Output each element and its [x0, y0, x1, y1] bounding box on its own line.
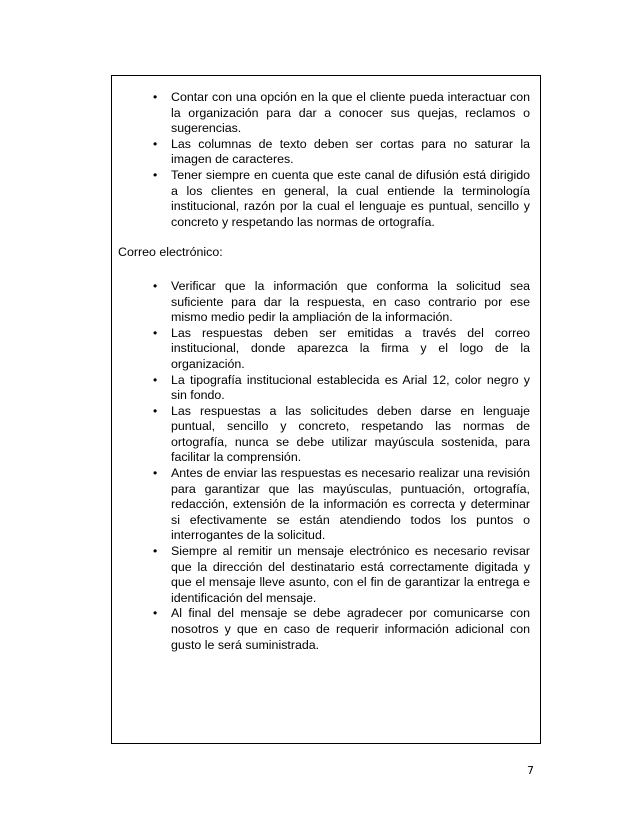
- list-item-text: Verificar que la información que conforma la solicitud sea suficiente para dar la respuesta, en caso contrario por ese mismo medio pedir la ampliación de la información.: [171, 278, 530, 325]
- email-bullet-list: [118, 279, 530, 653]
- list-item-text: Las columnas de texto deben ser cortas para no saturar la imagen de caracteres.: [171, 136, 530, 167]
- list-item: [153, 403, 530, 466]
- intro-bullet-list: [118, 90, 530, 230]
- list-item-text: Tener siempre en cuenta que este canal de difusión está dirigido a los clientes en general, la cual entiende la terminología institucional, razón por la cual el lenguaje es puntual, sencillo y concreto y respetando las normas de ortografía.: [171, 167, 530, 229]
- list-item: [153, 606, 530, 653]
- document-body: [118, 90, 530, 653]
- list-item-text: Contar con una opción en la que el cliente pueda interactuar con la organización para dar a conocer sus quejas, reclamos o sugerencias.: [171, 90, 530, 136]
- bullet-icon: •: [153, 90, 158, 104]
- list-item: [153, 544, 530, 606]
- bullet-icon: •: [153, 372, 158, 387]
- page-number: 7: [527, 764, 534, 777]
- list-item-text: Antes de enviar las respuestas es necesario realizar una revisión para garantizar que las mayúsculas, puntuación, ortografía, redacción, extensión de la información es correcta y determinar si efectivamente se están atendiendo todos los puntos o interrogantes de la solicitud.: [171, 466, 530, 543]
- bullet-icon: •: [153, 278, 158, 293]
- list-item: [153, 278, 530, 326]
- bullet-icon: •: [153, 136, 158, 151]
- bullet-icon: •: [153, 544, 158, 559]
- bullet-icon: •: [153, 403, 158, 418]
- bullet-icon: •: [153, 325, 158, 340]
- list-item: [153, 372, 530, 404]
- bullet-icon: •: [153, 466, 158, 481]
- list-item-text: La tipografía institucional establecida es Arial 12, color negro y sin fondo.: [171, 372, 530, 403]
- list-item: [153, 466, 530, 544]
- bullet-icon: •: [153, 606, 158, 621]
- bullet-icon: •: [153, 167, 158, 182]
- list-item: [153, 325, 530, 373]
- list-item-text: Las respuestas deben ser emitidas a través del correo institucional, donde aparezca la firma y el logo de la organización.: [171, 325, 530, 371]
- list-item: [153, 167, 530, 230]
- list-item-text: Las respuestas a las solicitudes deben darse en lenguaje puntual, sencillo y concreto, respetando las normas de ortografía, nunca se debe utilizar mayúscula sostenida, para facilitar la comprensión.: [171, 403, 530, 465]
- list-item-text: Siempre al remitir un mensaje electrónico es necesario revisar que la dirección del destinatario está correctamente digitada y que el mensaje lleve asunto, con el fin de garantizar la entrega e identificación del mensaje.: [171, 544, 530, 605]
- list-item: [153, 136, 530, 168]
- list-item: [153, 90, 530, 137]
- section-heading-email: Correo electrónico:: [118, 245, 223, 260]
- list-item-text: Al final del mensaje se debe agradecer por comunicarse con nosotros y que en caso de requerir información adicional con gusto le será suministrada.: [171, 606, 530, 652]
